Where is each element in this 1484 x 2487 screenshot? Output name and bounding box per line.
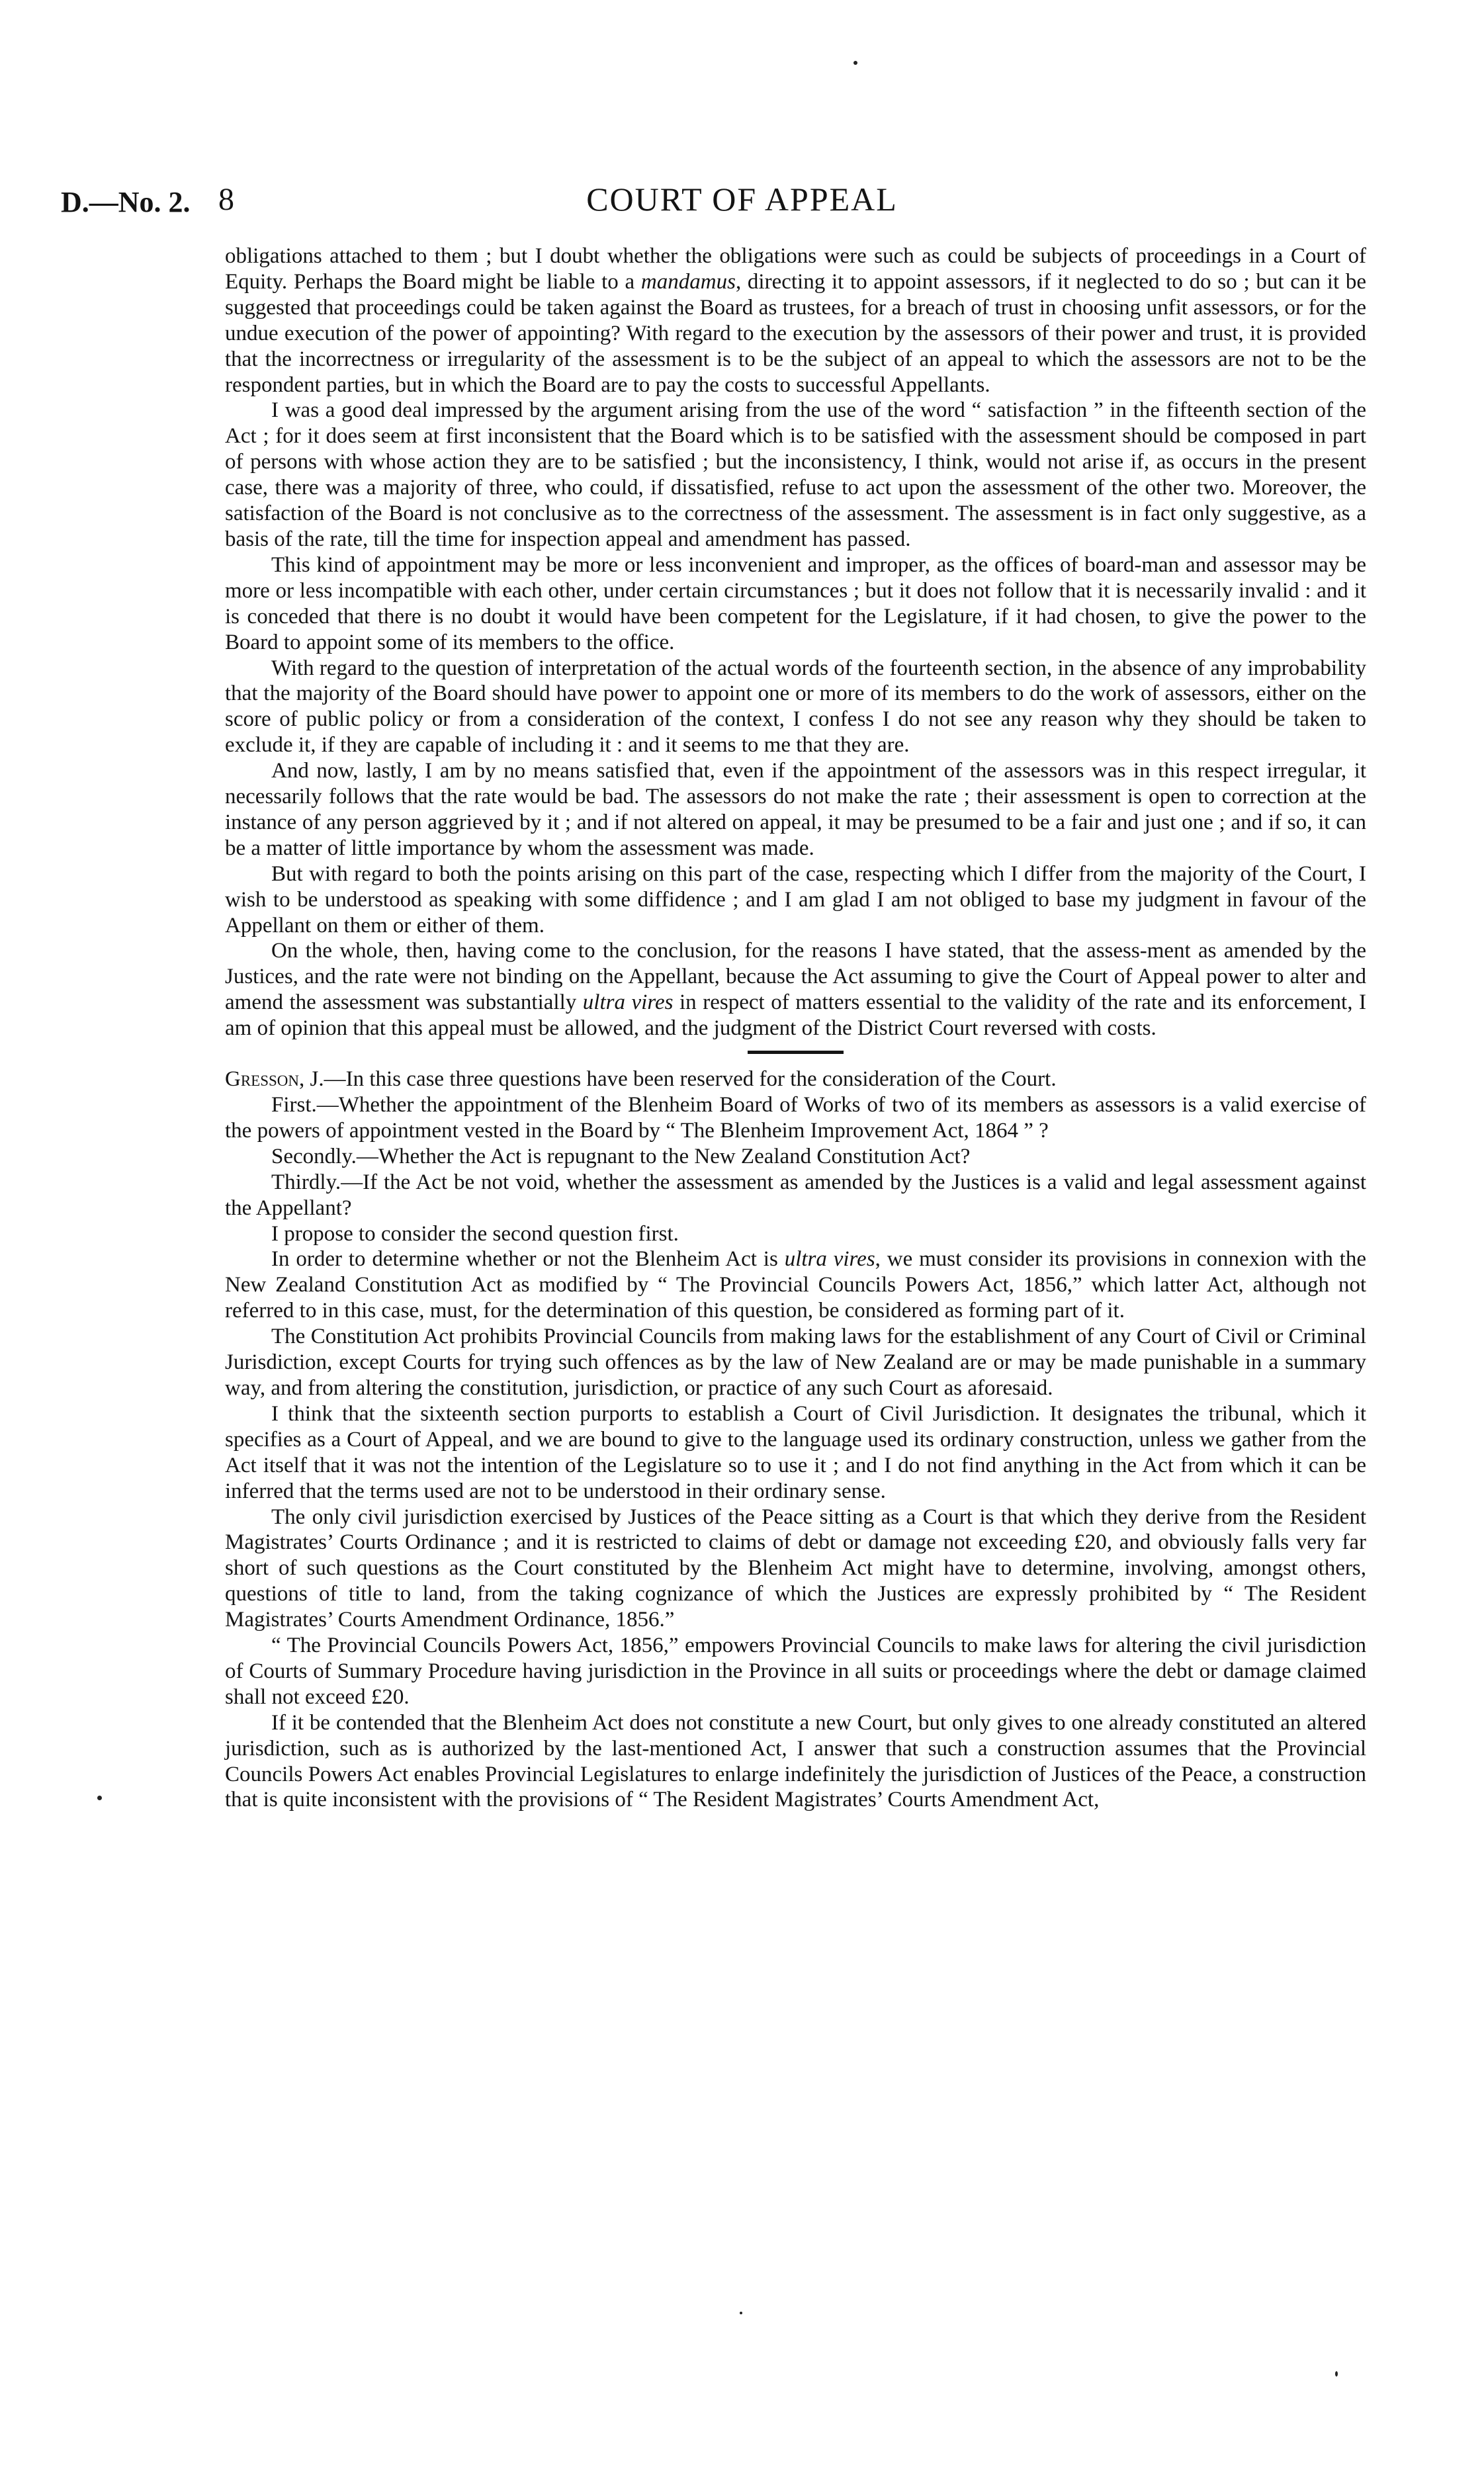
paragraph: I propose to consider the second question first. — [271, 1221, 679, 1246]
paragraph: With regard to the question of interpretation of the actual words of the fourteenth section, in the absence of any improbability that the majority of the Board should have power to appoint one or more of its members to do the work of assessors, either on the score of public policy or from a consideration of the context, I confess I do not see any reason why they should be taken to exclude it, if they are capable of including it : and it seems to me that they are. — [225, 656, 1366, 758]
running-title: COURT OF APPEAL — [586, 181, 898, 218]
paragraph: Gresson, J.—In this case three questions have been reserved for the consideration of the Court. — [225, 1067, 1057, 1092]
paragraph: This kind of appointment may be more or less inconvenient and improper, as the offices of board-man and assessor may be more or less incompatible with each other, under certain circumstances ; but it does not follow that it is necessarily invalid : and it is conceded that there is no doubt it would have been competent for the Legislature, if it had chosen, to give the power to the Board to appoint some of its members to the office. — [225, 552, 1366, 654]
paragraph: The Constitution Act prohibits Provincial Councils from making laws for the establishment of any Court of Civil or Criminal Jurisdiction, except Courts for trying such offences as by the law of New Zealand are or may be made punishable in a summary way, and from altering the constitution, jurisdiction, or practice of any such Court as aforesaid. — [225, 1325, 1366, 1400]
divider-rule — [748, 1051, 844, 1054]
paragraph: Thirdly.—If the Act be not void, whether the assessment as amended by the Justices is a valid and legal assessment against the Appellant? — [225, 1170, 1366, 1220]
paragraph: obligations attached to them ; but I doubt whether the obligations were such as could be subjects of proceedings in a Court of Equity. Perhaps the Board might be liable to a mandamus, directing it to appoint assessors, if it neglected to do so ; but can it be suggested that proceedings could be taken against the Board as trustees, for a breach of trust in choosing unfit assessors, or for the undue execution of the power of appointing? With regard to the execution by the assessors of their power and trust, it is provided that the incorrectness or irregularity of the assessment is to be the subject of an appeal to which the assessors are not to be the respondent parties, but in which the Board are to pay the costs to successful Appellants. — [225, 244, 1366, 397]
scan-speck — [1335, 2371, 1338, 2377]
paragraph: Secondly.—Whether the Act is repugnant to the New Zealand Constitution Act? — [271, 1144, 971, 1168]
paragraph: And now, lastly, I am by no means satisfied that, even if the appointment of the assessors was in this respect irregular, it necessarily follows that the rate would be bad. The assessors do not make the rate ; their assessment is open to correction at the instance of any person aggrieved by it ; and if not altered on appeal, it may be presumed to be a fair and just one ; and if so, it can be a matter of little importance by whom the assessment was made. — [225, 759, 1366, 860]
paragraph: On the whole, then, having come to the conclusion, for the reasons I have stated, that the assess-ment as amended by the Justices, and the rate were not binding on the Appellant, because the Act assuming to give the Court of Appeal power to alter and amend the assessment was substantially ultra vires in respect of matters essential to the validity of the rate and its enforcement, I am of opinion that this appeal must be allowed, and the judgment of the District Court reversed with costs. — [225, 939, 1367, 1041]
scan-speck — [97, 1796, 102, 1800]
paragraph: First.—Whether the appointment of the Blenheim Board of Works of two of its members as assessors is a valid exercise of the powers of appointment vested in the Board by “ The Blenheim Improvement Act, 1864 ” ? — [225, 1093, 1366, 1143]
paragraph: In order to determine whether or not the Blenheim Act is ultra vires, we must consider its provisions in connexion with the New Zealand Constitution Act as modified by “ The Provincial Councils Powers Act, 1856,” which latter Act, although not referred to in this case, must, for the determination of this question, be considered as forming part of it. — [225, 1247, 1366, 1323]
page-number: 8 — [218, 182, 234, 217]
scan-speck — [740, 2312, 742, 2314]
paragraph: I was a good deal impressed by the argument arising from the use of the word “ satisfaction ” in the fifteenth section of the Act ; for it does seem at first inconsistent that the Board which is to be satisfied with the assessment should be composed in part of persons with whose action they are to be satisfied ; but the inconsistency, I think, would not arise if, as occurs in the present case, there was a majority of three, who could, if dissatisfied, refuse to act upon the assessment of the other two. Moreover, the satisfaction of the Board is not conclusive as to the correctness of the assessment. The assessment is in fact only suggestive, as a basis of the rate, till the time for inspection appeal and amendment has passed. — [225, 398, 1366, 551]
body-text — [225, 243, 1366, 1813]
document-reference: D.—No. 2. — [61, 186, 191, 218]
paragraph: I think that the sixteenth section purports to establish a Court of Civil Jurisdiction. It designates the tribunal, which it specifies as a Court of Appeal, and we are bound to give to the language used its ordinary construction, unless we gather from the Act itself that it was not the intention of the Legislature so to use it ; and I do not find anything in the Act from which it can be inferred that the terms used are not to be understood in their ordinary sense. — [225, 1401, 1366, 1503]
section-divider — [225, 1041, 1366, 1067]
paragraph: But with regard to both the points arising on this part of the case, respecting which I differ from the majority of the Court, I wish to be understood as speaking with some diffidence ; and I am glad I am not obliged to base my judgment in favour of the Appellant on them or either of them. — [225, 861, 1366, 938]
page-header — [0, 180, 1484, 226]
paragraph: The only civil jurisdiction exercised by Justices of the Peace sitting as a Court is that which they derive from the Resident Magistrates’ Courts Ordinance ; and it is restricted to claims of debt or damage not exceeding £20, and obviously falls very far short of such questions as the Court constituted by the Blenheim Act might have to determine, involving, amongst others, questions of title to land, from the taking cognizance of which the Justices are expressly prohibited by “ The Resident Magistrates’ Courts Amendment Ordinance, 1856.” — [225, 1505, 1366, 1632]
scan-speck — [853, 61, 857, 65]
paragraph: If it be contended that the Blenheim Act does not constitute a new Court, but only gives to one already constituted an altered jurisdiction, such as is authorized by the last-mentioned Act, I answer that such a construction assumes that the Provincial Councils Powers Act enables Provincial Legislatures to enlarge indefinitely the jurisdiction of Justices of the Peace, a construction that is quite inconsistent with the provisions of “ The Resident Magistrates’ Courts Amendment Act, — [225, 1710, 1366, 1812]
paragraph: “ The Provincial Councils Powers Act, 1856,” empowers Provincial Councils to make laws for altering the civil jurisdiction of Courts of Summary Procedure having jurisdiction in the Province in all suits or proceedings where the debt or damage claimed shall not exceed £20. — [225, 1634, 1366, 1709]
